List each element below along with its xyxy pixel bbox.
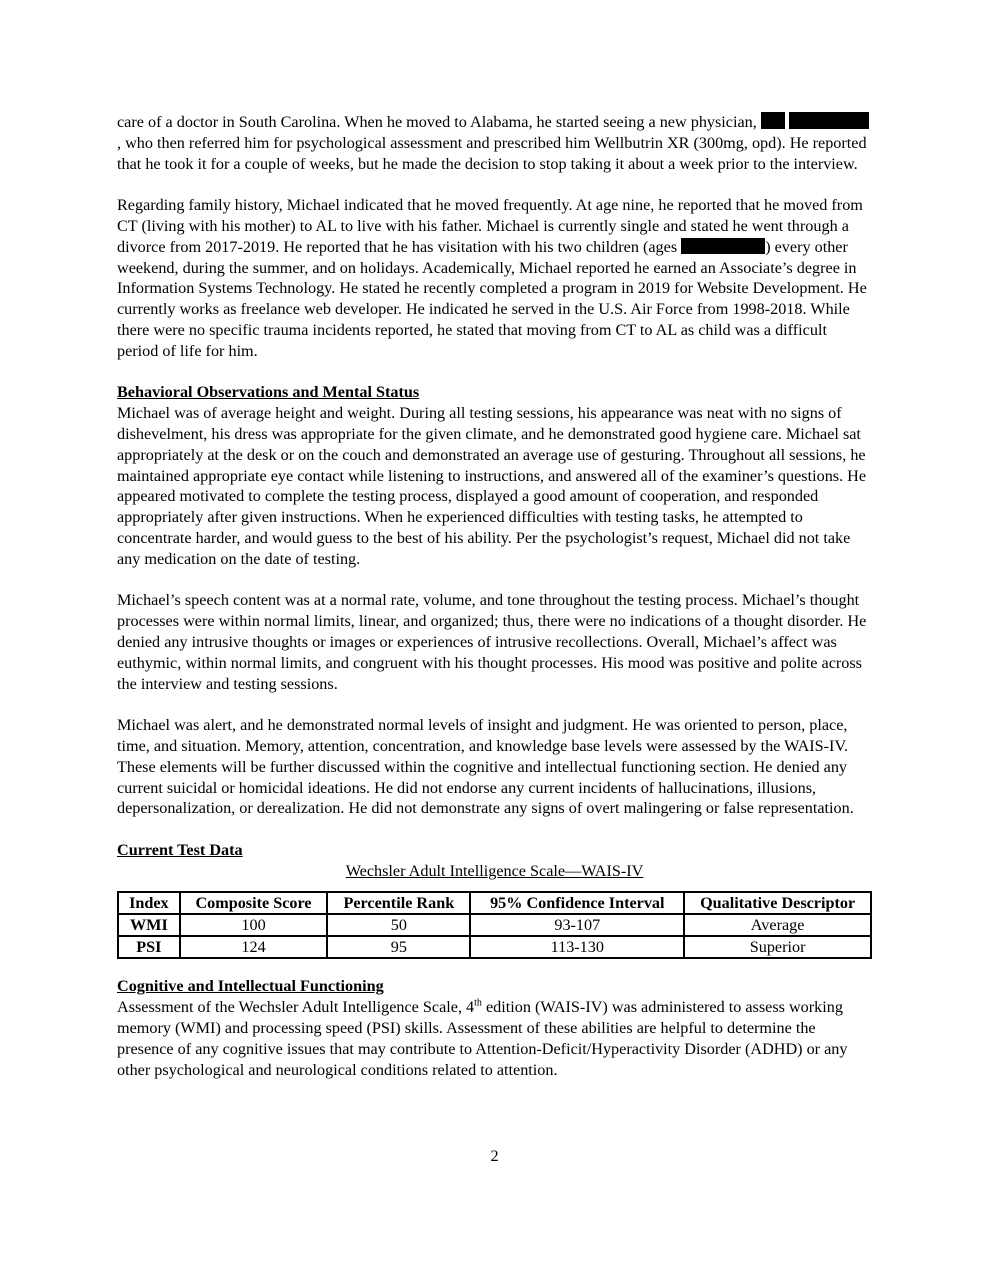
text-run: Regarding family history, Michael indicated that he moved frequently. At age nine, he reported that he moved from CT (living with his mother) to AL to live with his father. Michael is currently single and stated he went through a divorce from 2017-2019. He reported that he has visitation with his two children (ages bbox=[117, 196, 863, 256]
paragraph-medication-history bbox=[117, 112, 872, 174]
text-run: ) every other weekend, during the summer, and on holidays. Academically, Michael reported he earned an Associate’s degree in Information Systems Technology. He stated he recently completed a program in 2019 for Website Development. He currently works as freelance web developer. He indicated he served in the U.S. Air Force from 1998-2018. While there were no specific trauma incidents reported, he stated that moving from CT to AL as child was a difficult period of life for him. bbox=[117, 237, 867, 360]
table-cell: Average bbox=[684, 914, 871, 936]
paragraph-behavioral-observations: Michael was of average height and weight. During all testing sessions, his appearance was neat with no signs of dishevelment, his dress was appropriate for the given climate, and he demonstrated good hygiene care. Michael sat appropriately at the desk or on the couch and demonstrated an average use of gesturing. Throughout all sessions, he maintained appropriate eye contact while listening to instructions, and answered all of the examiner’s questions. He appeared motivated to complete the testing process, displayed a good amount of cooperation, and responded appropriately after given instructions. When he experienced difficulties with testing tasks, he attempted to concentrate harder, and would guess to the best of his ability. Per the psychologist’s request, Michael did not take any medication on the date of testing. bbox=[117, 404, 867, 568]
paragraph-speech-thought: Michael’s speech content was at a normal rate, volume, and tone throughout the testing process. Michael’s thought processes were within normal limits, linear, and organized; thus, there were no indications of a thought disorder. He denied any intrusive thoughts or images or experiences of intrusive recollections. Overall, Michael’s affect was euthymic, within normal limits, and congruent with his thought processes. His mood was positive and polite across the interview and testing sessions. bbox=[117, 591, 867, 693]
text-run: edition (WAIS-IV) was administered to assess working memory (WMI) and processing speed (PSI) skills. Assessment of these abilities are helpful to determine the presence of any cognitive issues that may contribute to Attention-Deficit/Hyperactivity Disorder (ADHD) or any other psychological and neurological conditions related to attention. bbox=[117, 998, 848, 1079]
table-row-wmi bbox=[118, 914, 871, 936]
table-cell: Superior bbox=[684, 936, 871, 958]
superscript-th: th bbox=[474, 997, 482, 1009]
table-cell: 124 bbox=[180, 936, 328, 958]
table-cell: 100 bbox=[180, 914, 328, 936]
table-row-psi bbox=[118, 936, 871, 958]
redaction-box-physician-2 bbox=[789, 112, 869, 129]
heading-current-test-data: Current Test Data bbox=[117, 840, 243, 859]
column-header-qualitative-descriptor: Qualitative Descriptor bbox=[684, 892, 871, 914]
text-run: , who then referred him for psychological assessment and prescribed him Wellbutrin XR (300mg, opd). He reported that he took it for a couple of weeks, but he made the decision to stop taking it about a week prior to the interview. bbox=[117, 133, 867, 173]
text-run: care of a doctor in South Carolina. When he moved to Alabama, he started seeing a new physician, bbox=[117, 113, 761, 131]
paragraph-family-history bbox=[117, 195, 872, 361]
paragraph-cognitive-assessment bbox=[117, 997, 872, 1080]
column-header-confidence-interval: 95% Confidence Interval bbox=[470, 892, 684, 914]
column-header-percentile-rank: Percentile Rank bbox=[327, 892, 470, 914]
table-cell: 113-130 bbox=[470, 936, 684, 958]
table-cell: PSI bbox=[118, 936, 180, 958]
redaction-box-children-ages bbox=[681, 238, 765, 254]
redaction-box-physician-1 bbox=[761, 112, 785, 129]
page-number: 2 bbox=[490, 1147, 499, 1166]
column-header-index: Index bbox=[118, 892, 180, 914]
column-header-composite-score: Composite Score bbox=[180, 892, 328, 914]
table-cell: 95 bbox=[327, 936, 470, 958]
table-title-wais: Wechsler Adult Intelligence Scale—WAIS-IV bbox=[345, 861, 644, 880]
table-cell: 93-107 bbox=[470, 914, 684, 936]
paragraph-mental-status: Michael was alert, and he demonstrated normal levels of insight and judgment. He was oriented to person, place, time, and situation. Memory, attention, concentration, and knowledge base levels were assessed by the WAIS-IV. These elements will be further discussed within the cognitive and intellectual functioning section. He denied any current suicidal or homicidal ideations. He did not endorse any current incidents of hallucinations, illusions, depersonalization, or derealization. He did not demonstrate any signs of overt malingering or false representation. bbox=[117, 716, 854, 818]
text-run: Assessment of the Wechsler Adult Intelligence Scale, 4 bbox=[117, 998, 475, 1017]
heading-cognitive-functioning: Cognitive and Intellectual Functioning bbox=[117, 977, 384, 996]
table-cell: WMI bbox=[118, 914, 180, 936]
table-cell: 50 bbox=[327, 914, 470, 936]
heading-behavioral-observations: Behavioral Observations and Mental Status bbox=[117, 383, 420, 402]
wais-table bbox=[117, 891, 872, 959]
table-header-row bbox=[118, 892, 871, 914]
